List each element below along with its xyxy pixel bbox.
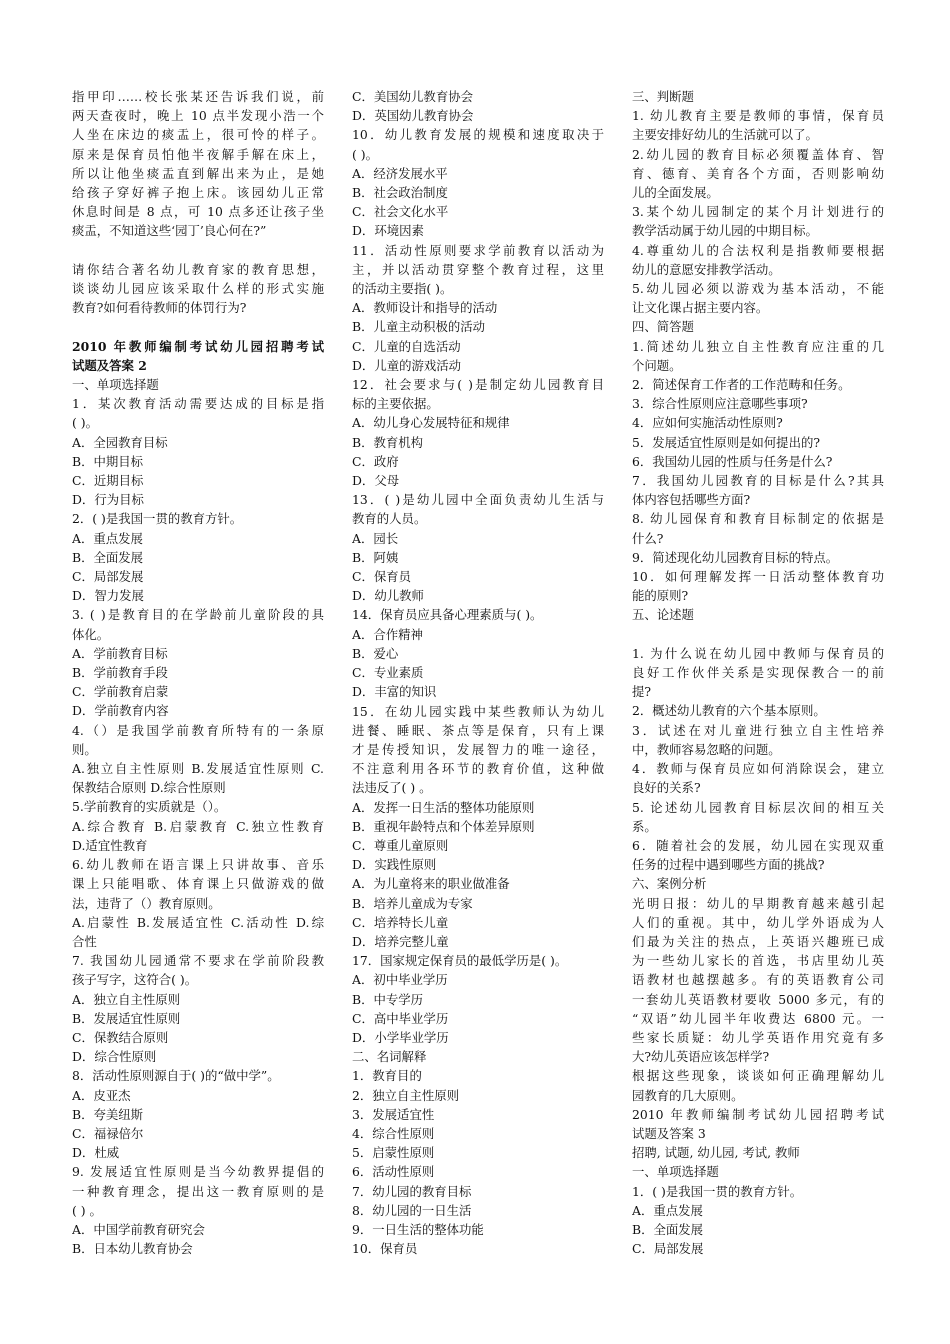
text-line: C．儿童的自选活动 (352, 338, 461, 354)
text-line: 一套幼儿英语教材要收 5000 多元，有的 (632, 991, 884, 1007)
text-line: 5．发展适宜性原则是如何提出的? (632, 434, 820, 450)
text-line: 谈谈幼儿园应该采取什么样的形式实施 (72, 281, 324, 297)
text-line: “双语”幼儿园半年收费达 6800 元。一 (632, 1010, 884, 1026)
text-line: 六、案例分析 (632, 876, 707, 892)
text-line: C．局部发展 (72, 569, 144, 585)
text-line: 13．( )是幼儿园中全面负责幼儿生活与 (352, 492, 604, 508)
paragraph-gap (632, 625, 884, 644)
text-line: 五、论述题 (632, 607, 694, 623)
text-line: 3.某个幼儿园制定的某个月计划进行的 (632, 204, 884, 220)
text-line: 体内容包括哪些方面? (632, 492, 751, 508)
text-line: 教学活动属于幼儿园的中期目标。 (632, 223, 818, 239)
text-line: ( )。 (72, 415, 98, 431)
text-line: 才是传授知识，发展智力的唯一途径， (352, 741, 604, 757)
text-line: 儿的全面发展。 (632, 185, 719, 201)
text-line: 良好的关系? (632, 780, 701, 796)
text-line: 育、德育、美育各个方面，否则影响幼 (632, 165, 884, 181)
text-line: 系。 (632, 818, 657, 834)
text-line: 让文化课占据主要内容。 (632, 300, 769, 316)
text-line: 4．综合性原则 (352, 1125, 435, 1141)
text-column-left (72, 87, 324, 1258)
text-line: B．中专学历 (352, 991, 424, 1007)
text-line: 教育?如何看待教师的体罚行为? (72, 300, 247, 316)
text-line: A．经济发展水平 (352, 165, 448, 181)
text-line: C．保育员 (352, 569, 412, 585)
text-line: 7．幼儿园的教育目标 (352, 1183, 472, 1199)
text-line: 3．发展适宜性 (352, 1106, 435, 1122)
text-line: 8. 幼儿园保育和教育目标制定的依据是 (632, 511, 884, 527)
text-line: C．专业素质 (352, 665, 424, 681)
text-line: 招聘, 试题, 幼儿园, 考试, 教师 (632, 1145, 800, 1161)
text-line: C．政府 (352, 453, 399, 469)
text-line: 原来是保育员怕他半夜解手解在床上， (72, 146, 324, 162)
text-line: 9. 发展适宜性原则是当今幼教界提倡的 (72, 1164, 324, 1180)
text-line: B．日本幼儿教育协会 (72, 1241, 193, 1257)
text-line: 7. 我国幼儿园通常不要求在学前阶段教 (72, 953, 324, 969)
text-line: 给孩子穿好裤子抱上床。该园幼儿正常 (72, 185, 324, 201)
text-line: 所以让他坐痰盂直到解出来为止，是她 (72, 165, 324, 181)
text-line: 10．保育员 (352, 1241, 418, 1257)
text-line: D.适宜性教育 (72, 837, 148, 853)
text-line: 大?幼儿英语应该怎样学? (632, 1049, 770, 1065)
text-line: 不注意利用各环节的教育价值，这种做 (352, 761, 604, 777)
text-line: 法，违背了（）教育原则。 (72, 895, 221, 911)
text-line: 2．( )是我国一贯的教育方针。 (72, 511, 243, 527)
text-line: D．小学毕业学历 (352, 1029, 449, 1045)
text-line: A．为儿童将来的职业做准备 (352, 876, 510, 892)
text-line: 们最为关注的热点，上英语兴趣班已成 (632, 933, 884, 949)
text-line: 2.幼儿园的教育目标必须覆盖体育、智 (632, 146, 884, 162)
text-line: A．园长 (352, 530, 399, 546)
text-line: B．夸美纽斯 (72, 1106, 144, 1122)
text-line: B．社会政治制度 (352, 185, 448, 201)
text-line: 17．国家规定保育员的最低学历是( )。 (352, 953, 568, 969)
text-line: 保教结合原则 D.综合性原则 (72, 780, 226, 796)
text-line: A.启蒙性 B.发展适宜性 C.活动性 D.综 (72, 914, 324, 930)
text-line: 1.简述幼儿独立自主性教育应注重的几 (632, 338, 884, 354)
text-line: 人们的重视。其中，幼儿学外语成为人 (632, 914, 884, 930)
text-line: C．局部发展 (632, 1241, 704, 1257)
text-line: B．中期目标 (72, 453, 144, 469)
text-line: 1. 为什么说在幼儿园中教师与保育员的 (632, 645, 884, 661)
text-line: 的活动主要指( )。 (352, 281, 453, 297)
text-line: C．高中毕业学历 (352, 1010, 449, 1026)
text-line: 11．活动性原则要求学前教育以活动为 (352, 242, 604, 258)
text-line: C．社会文化水平 (352, 204, 449, 220)
text-line: 人坐在床边的痰盂上，很可怜的样子。 (72, 127, 324, 143)
text-line: 休息时间是 8 点，可 10 点多还让孩子坐 (72, 204, 324, 220)
text-line: 15．在幼儿园实践中某些教师认为幼儿 (352, 703, 604, 719)
text-line: 园教育的几大原则。 (632, 1087, 744, 1103)
text-line: C．美国幼儿教育协会 (352, 89, 473, 104)
text-line: D．环境因素 (352, 223, 424, 239)
text-line: ( ) 。 (72, 1202, 102, 1218)
text-line: D．父母 (352, 473, 400, 489)
text-line: D．综合性原则 (72, 1049, 157, 1065)
text-line: D．行为目标 (72, 492, 144, 508)
text-line: 6．随着社会的发展，幼儿园在实现双重 (632, 837, 884, 853)
text-line: 9．一日生活的整体功能 (352, 1221, 484, 1237)
text-line: 2010 年教师编制考试幼儿园招聘考试 (632, 1106, 884, 1122)
text-line: 标的主要依据。 (352, 396, 439, 412)
text-line: 5.学前教育的实质就是（）。 (72, 799, 227, 815)
text-line: 提? (632, 684, 652, 700)
text-line: 一种教育理念，提出这一教育原则的是 (72, 1183, 324, 1199)
text-line: D．英国幼儿教育协会 (352, 108, 474, 124)
text-column-middle (352, 87, 604, 1258)
text-line: 些家长质疑：幼儿学英语作用究竟有多 (632, 1029, 884, 1045)
text-column-right (632, 87, 884, 1258)
text-line: 5．启蒙性原则 (352, 1145, 435, 1161)
text-line: 良好工作伙伴关系是实现保教合一的前 (632, 665, 884, 681)
text-line: A．合作精神 (352, 626, 423, 642)
text-line: D．幼儿教师 (352, 588, 424, 604)
text-line: A．学前教育目标 (72, 645, 168, 661)
text-line: B．阿姨 (352, 549, 399, 565)
text-line: 二、名词解释 (352, 1049, 427, 1065)
text-line: 8．活动性原则源自于( )的“做中学”。 (72, 1068, 280, 1084)
text-line: 请你结合著名幼儿教育家的教育思想， (72, 261, 324, 277)
text-line: 一、单项选择题 (72, 377, 159, 393)
text-line: 9．简述现化幼儿园教育目标的特点。 (632, 549, 839, 565)
text-line: 4．教师与保育员应如何消除误会，建立 (632, 761, 884, 777)
text-line: 10．幼儿教育发展的规模和速度取决于 (352, 127, 604, 143)
text-line: 体化。 (72, 626, 110, 642)
text-line: 四、简答题 (632, 319, 694, 335)
text-line: 光明日报：幼儿的早期教育越来越引起 (632, 895, 884, 911)
text-line: B．全面发展 (632, 1221, 704, 1237)
text-line: 则。 (72, 741, 97, 757)
text-line: B．全面发展 (72, 549, 144, 565)
text-line: 7．我国幼儿园教育的目标是什么?其具 (632, 473, 884, 489)
paragraph-gap (72, 317, 324, 336)
text-line: 孩子写字，这符合( )。 (72, 972, 198, 988)
text-line: B．教育机构 (352, 434, 424, 450)
text-line: C．培养特长儿童 (352, 914, 449, 930)
text-line: 试题及答案 3 (632, 1125, 706, 1141)
text-line: A．全园教育目标 (72, 434, 168, 450)
text-line: 5.幼儿园必须以游戏为基本活动，不能 (632, 281, 884, 297)
text-line: 4.尊重幼儿的合法权利是指教师要根据 (632, 242, 884, 258)
text-line: 根据这些现象，谈谈如何正确理解幼儿 (632, 1068, 884, 1084)
text-line: 一、单项选择题 (632, 1164, 719, 1180)
text-line: 14．保育员应具备心理素质与( )。 (352, 607, 543, 623)
text-line: 6．我国幼儿园的性质与任务是什么? (632, 453, 833, 469)
text-line: 痰盂，不知道这些‘园丁’良心何在?” (72, 223, 267, 239)
text-line: 教育的人员。 (352, 511, 427, 527)
text-line: 任务的过程中遇到哪些方面的挑战? (632, 857, 825, 873)
text-line: C．尊重儿童原则 (352, 837, 449, 853)
text-line: C．福禄倍尔 (72, 1125, 144, 1141)
paragraph-gap (72, 241, 324, 260)
section-title-line: 2010 年教师编制考试幼儿园招聘考试 (72, 338, 324, 354)
text-line: 3．试述在对儿童进行独立自主性培养 (632, 722, 884, 738)
text-line: 2．概述幼儿教育的六个基本原则。 (632, 703, 826, 719)
text-line: 中，教师容易忽略的问题。 (632, 741, 781, 757)
text-line: A．皮亚杰 (72, 1087, 131, 1103)
text-line: B．爱心 (352, 645, 399, 661)
text-line: D．杜威 (72, 1145, 120, 1161)
text-line: B．发展适宜性原则 (72, 1010, 181, 1026)
text-line: A.独立自主性原则 B.发展适宜性原则 C. (72, 761, 324, 777)
text-line: D．丰富的知识 (352, 684, 437, 700)
text-line: 12．社会要求与( )是制定幼儿园教育目 (352, 377, 604, 393)
text-line: A．独立自主性原则 (72, 991, 181, 1007)
text-line: 1. 幼儿教育主要是教师的事情，保育员 (632, 108, 884, 124)
text-line: 6.幼儿教师在语言课上只讲故事、音乐 (72, 857, 324, 873)
text-line: C．学前教育启蒙 (72, 684, 169, 700)
text-line: 主，并以活动贯穿整个教育过程，这里 (352, 261, 604, 277)
text-line: 两天查夜时，晚上 10 点半发现小浩一个 (72, 108, 324, 124)
text-line: A．初中毕业学历 (352, 972, 448, 988)
text-line: A．发挥一日生活的整体功能原则 (352, 799, 535, 815)
text-line: D．培养完整儿童 (352, 933, 449, 949)
text-line: A.综合教育 B.启蒙教育 C.独立性教育 (72, 818, 324, 834)
text-line: 能的原则? (632, 588, 689, 604)
text-line: 8．幼儿园的一日生活 (352, 1202, 472, 1218)
text-line: 5. 论述幼儿园教育目标层次间的相互关 (632, 799, 884, 815)
text-line: 为一些幼儿家长的首选，书店里幼儿英 (632, 953, 884, 969)
text-line: A．幼儿身心发展特征和规律 (352, 415, 510, 431)
text-line: C．近期目标 (72, 473, 144, 489)
text-line: B．重视年龄特点和个体差异原则 (352, 818, 535, 834)
text-line: D．儿童的游戏活动 (352, 357, 462, 373)
text-line: 1．教育目的 (352, 1068, 422, 1084)
text-line: A．重点发展 (72, 530, 143, 546)
text-line: A．中国学前教育研究会 (72, 1221, 205, 1237)
text-line: 6．活动性原则 (352, 1164, 435, 1180)
text-line: 三、判断题 (632, 89, 694, 104)
text-line: 主要安排好幼儿的生活就可以了。 (632, 127, 818, 143)
text-line: 幼儿的意愿安排教学活动。 (632, 261, 781, 277)
text-line: 2．简述保育工作者的工作范畴和任务。 (632, 377, 851, 393)
text-line: D．学前教育内容 (72, 703, 169, 719)
text-line: 法违反了( ) 。 (352, 780, 432, 796)
text-line: 语教材也越摆越多。有的英语教育公司 (632, 972, 884, 988)
text-line: C．保教结合原则 (72, 1029, 169, 1045)
text-line: 1．( )是我国一贯的教育方针。 (632, 1183, 803, 1199)
text-line: D．智力发展 (72, 588, 144, 604)
text-line: 10．如何理解发挥一日活动整体教育功 (632, 569, 884, 585)
section-title-line: 试题及答案 2 (72, 357, 147, 373)
text-line: B．儿童主动积极的活动 (352, 319, 486, 335)
text-line: 1．某次教育活动需要达成的目标是指 (72, 396, 324, 412)
text-line: 个问题。 (632, 357, 682, 373)
text-line: 指甲印……校长张某还告诉我们说，前 (72, 89, 324, 104)
text-line: A．重点发展 (632, 1202, 703, 1218)
text-line: 3. ( )是教育目的在学龄前儿童阶段的具 (72, 607, 324, 623)
text-line: 2．独立自主性原则 (352, 1087, 460, 1103)
text-line: D．实践性原则 (352, 857, 437, 873)
text-line: B．学前教育手段 (72, 665, 168, 681)
text-line: 进餐、睡眠、茶点等是保育，只有上课 (352, 722, 604, 738)
text-line: 3．综合性原则应注意哪些事项? (632, 396, 808, 412)
text-line: 课上只能唱歌、体育课上只做游戏的做 (72, 876, 324, 892)
text-line: 4.（）是我国学前教育所特有的一条原 (72, 722, 324, 738)
text-line: 4．应如何实施活动性原则? (632, 415, 783, 431)
text-line: B．培养儿童成为专家 (352, 895, 473, 911)
text-line: ( )。 (352, 146, 378, 162)
text-line: A．教师设计和指导的活动 (352, 300, 498, 316)
text-line: 合性 (72, 933, 97, 949)
text-line: 什么? (632, 530, 664, 546)
